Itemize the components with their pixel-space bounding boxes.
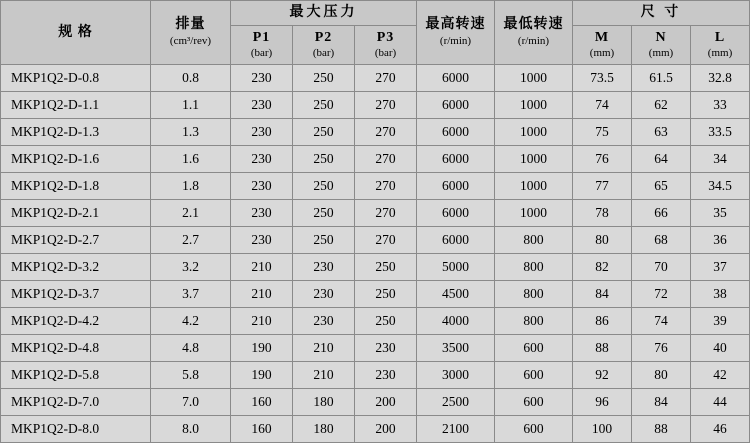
header-max-speed-unit: (r/min): [439, 34, 472, 47]
cell-displacement: 2.1: [151, 199, 231, 226]
cell-l: 33: [691, 91, 750, 118]
cell-max-speed: 6000: [417, 91, 495, 118]
cell-p1: 230: [231, 91, 293, 118]
cell-model: MKP1Q2-D-3.7: [1, 280, 151, 307]
header-min-speed: [495, 1, 573, 65]
cell-min-speed: 800: [495, 226, 573, 253]
cell-l: 39: [691, 307, 750, 334]
cell-n: 80: [632, 361, 691, 388]
cell-p2: 230: [293, 280, 355, 307]
cell-max-speed: 4500: [417, 280, 495, 307]
cell-p2: 250: [293, 172, 355, 199]
cell-n: 63: [632, 118, 691, 145]
cell-p1: 230: [231, 118, 293, 145]
cell-displacement: 4.8: [151, 334, 231, 361]
cell-displacement: 2.7: [151, 226, 231, 253]
cell-p3: 270: [355, 145, 417, 172]
cell-p3: 270: [355, 226, 417, 253]
cell-m: 78: [573, 199, 632, 226]
cell-model: MKP1Q2-D-1.6: [1, 145, 151, 172]
cell-m: 76: [573, 145, 632, 172]
cell-max-speed: 3000: [417, 361, 495, 388]
cell-model: MKP1Q2-D-0.8: [1, 64, 151, 91]
header-displacement-unit: (cm³/rev): [169, 34, 212, 47]
cell-min-speed: 1000: [495, 145, 573, 172]
cell-l: 36: [691, 226, 750, 253]
cell-l: 40: [691, 334, 750, 361]
cell-p2: 230: [293, 307, 355, 334]
cell-min-speed: 800: [495, 280, 573, 307]
cell-p3: 270: [355, 118, 417, 145]
header-m: [573, 25, 632, 64]
header-n-label: N: [655, 29, 667, 45]
cell-p2: 180: [293, 415, 355, 442]
cell-p2: 250: [293, 64, 355, 91]
cell-p1: 230: [231, 226, 293, 253]
cell-p3: 270: [355, 64, 417, 91]
cell-l: 42: [691, 361, 750, 388]
cell-p3: 230: [355, 361, 417, 388]
cell-n: 64: [632, 145, 691, 172]
cell-p3: 250: [355, 307, 417, 334]
cell-n: 70: [632, 253, 691, 280]
header-n: [632, 25, 691, 64]
cell-displacement: 5.8: [151, 361, 231, 388]
cell-max-speed: 6000: [417, 226, 495, 253]
cell-min-speed: 1000: [495, 199, 573, 226]
cell-p1: 190: [231, 334, 293, 361]
header-p2: [293, 25, 355, 64]
cell-max-speed: 4000: [417, 307, 495, 334]
cell-max-speed: 6000: [417, 64, 495, 91]
header-min-speed-label: 最低转速: [503, 17, 564, 33]
cell-model: MKP1Q2-D-1.3: [1, 118, 151, 145]
cell-n: 88: [632, 415, 691, 442]
cell-min-speed: 800: [495, 253, 573, 280]
cell-l: 35: [691, 199, 750, 226]
cell-n: 65: [632, 172, 691, 199]
table-row: [1, 253, 750, 280]
header-p1-label: P1: [252, 29, 271, 45]
cell-max-speed: 6000: [417, 118, 495, 145]
header-p2-label: P2: [314, 29, 333, 45]
table-row: [1, 334, 750, 361]
cell-p1: 230: [231, 145, 293, 172]
cell-displacement: 1.8: [151, 172, 231, 199]
cell-m: 74: [573, 91, 632, 118]
cell-l: 38: [691, 280, 750, 307]
table-row: [1, 280, 750, 307]
cell-p2: 180: [293, 388, 355, 415]
cell-p1: 230: [231, 64, 293, 91]
header-m-unit: (mm): [589, 47, 615, 59]
header-p2-unit: (bar): [312, 47, 335, 59]
cell-min-speed: 1000: [495, 172, 573, 199]
cell-max-speed: 6000: [417, 145, 495, 172]
cell-m: 96: [573, 388, 632, 415]
cell-p1: 230: [231, 199, 293, 226]
cell-p1: 230: [231, 172, 293, 199]
header-p1: [231, 25, 293, 64]
cell-p3: 250: [355, 280, 417, 307]
header-min-speed-unit: (r/min): [517, 34, 550, 47]
cell-model: MKP1Q2-D-2.1: [1, 199, 151, 226]
cell-p1: 210: [231, 307, 293, 334]
header-model: [1, 1, 151, 65]
cell-l: 34: [691, 145, 750, 172]
cell-displacement: 3.2: [151, 253, 231, 280]
cell-m: 86: [573, 307, 632, 334]
header-m-label: M: [594, 29, 610, 45]
header-dimension-group: [573, 1, 750, 26]
header-l-label: L: [714, 29, 726, 45]
cell-l: 44: [691, 388, 750, 415]
cell-m: 80: [573, 226, 632, 253]
cell-l: 32.8: [691, 64, 750, 91]
cell-model: MKP1Q2-D-4.8: [1, 334, 151, 361]
cell-n: 76: [632, 334, 691, 361]
header-p3: [355, 25, 417, 64]
cell-m: 88: [573, 334, 632, 361]
cell-p2: 250: [293, 118, 355, 145]
cell-displacement: 4.2: [151, 307, 231, 334]
cell-m: 75: [573, 118, 632, 145]
cell-p2: 250: [293, 226, 355, 253]
cell-min-speed: 600: [495, 334, 573, 361]
cell-n: 84: [632, 388, 691, 415]
cell-model: MKP1Q2-D-5.8: [1, 361, 151, 388]
cell-model: MKP1Q2-D-7.0: [1, 388, 151, 415]
cell-p1: 190: [231, 361, 293, 388]
table-header: [1, 1, 750, 65]
header-p1-unit: (bar): [250, 47, 273, 59]
cell-l: 46: [691, 415, 750, 442]
cell-m: 82: [573, 253, 632, 280]
header-dimension-label: 尺 寸: [640, 5, 682, 20]
header-l: [691, 25, 750, 64]
cell-p3: 250: [355, 253, 417, 280]
cell-p1: 210: [231, 253, 293, 280]
table-row: [1, 172, 750, 199]
table-row: [1, 226, 750, 253]
cell-m: 77: [573, 172, 632, 199]
cell-displacement: 3.7: [151, 280, 231, 307]
cell-m: 92: [573, 361, 632, 388]
header-max-speed: [417, 1, 495, 65]
table-row: [1, 307, 750, 334]
table-row: [1, 145, 750, 172]
cell-model: MKP1Q2-D-1.1: [1, 91, 151, 118]
cell-model: MKP1Q2-D-3.2: [1, 253, 151, 280]
cell-l: 37: [691, 253, 750, 280]
cell-p2: 210: [293, 361, 355, 388]
table-row: [1, 118, 750, 145]
table-row: [1, 361, 750, 388]
cell-max-speed: 2100: [417, 415, 495, 442]
cell-l: 33.5: [691, 118, 750, 145]
cell-p2: 250: [293, 145, 355, 172]
cell-p2: 210: [293, 334, 355, 361]
header-row-top: [1, 1, 750, 26]
cell-m: 73.5: [573, 64, 632, 91]
cell-p3: 230: [355, 334, 417, 361]
cell-p3: 200: [355, 415, 417, 442]
cell-n: 74: [632, 307, 691, 334]
cell-min-speed: 600: [495, 388, 573, 415]
cell-max-speed: 5000: [417, 253, 495, 280]
header-model-label: 规 格: [58, 24, 93, 40]
cell-displacement: 7.0: [151, 388, 231, 415]
cell-displacement: 8.0: [151, 415, 231, 442]
header-l-unit: (mm): [707, 47, 733, 59]
cell-displacement: 0.8: [151, 64, 231, 91]
header-max-pressure-label: 最大压力: [289, 5, 358, 20]
header-p3-label: P3: [376, 29, 395, 45]
table-body: [1, 64, 750, 442]
cell-max-speed: 2500: [417, 388, 495, 415]
cell-m: 84: [573, 280, 632, 307]
cell-p3: 270: [355, 91, 417, 118]
cell-model: MKP1Q2-D-1.8: [1, 172, 151, 199]
cell-displacement: 1.1: [151, 91, 231, 118]
header-displacement-label: 排量: [175, 17, 206, 33]
cell-max-speed: 3500: [417, 334, 495, 361]
cell-n: 61.5: [632, 64, 691, 91]
cell-p3: 270: [355, 199, 417, 226]
table-row: [1, 199, 750, 226]
cell-min-speed: 600: [495, 415, 573, 442]
table-row: [1, 64, 750, 91]
cell-p2: 230: [293, 253, 355, 280]
cell-p2: 250: [293, 199, 355, 226]
cell-min-speed: 800: [495, 307, 573, 334]
cell-displacement: 1.6: [151, 145, 231, 172]
header-max-pressure-group: [231, 1, 417, 26]
table-row: [1, 388, 750, 415]
cell-p1: 210: [231, 280, 293, 307]
cell-l: 34.5: [691, 172, 750, 199]
table-row: [1, 91, 750, 118]
cell-model: MKP1Q2-D-8.0: [1, 415, 151, 442]
cell-model: MKP1Q2-D-2.7: [1, 226, 151, 253]
header-p3-unit: (bar): [374, 47, 397, 59]
cell-p2: 250: [293, 91, 355, 118]
cell-min-speed: 1000: [495, 118, 573, 145]
header-n-unit: (mm): [648, 47, 674, 59]
cell-displacement: 1.3: [151, 118, 231, 145]
cell-max-speed: 6000: [417, 172, 495, 199]
cell-n: 66: [632, 199, 691, 226]
cell-p1: 160: [231, 388, 293, 415]
cell-p3: 200: [355, 388, 417, 415]
cell-n: 68: [632, 226, 691, 253]
cell-p1: 160: [231, 415, 293, 442]
table-row: [1, 415, 750, 442]
header-displacement: [151, 1, 231, 65]
cell-n: 72: [632, 280, 691, 307]
cell-m: 100: [573, 415, 632, 442]
cell-max-speed: 6000: [417, 199, 495, 226]
cell-min-speed: 600: [495, 361, 573, 388]
cell-p3: 270: [355, 172, 417, 199]
cell-n: 62: [632, 91, 691, 118]
cell-model: MKP1Q2-D-4.2: [1, 307, 151, 334]
cell-min-speed: 1000: [495, 91, 573, 118]
cell-min-speed: 1000: [495, 64, 573, 91]
header-max-speed-label: 最高转速: [425, 17, 486, 33]
